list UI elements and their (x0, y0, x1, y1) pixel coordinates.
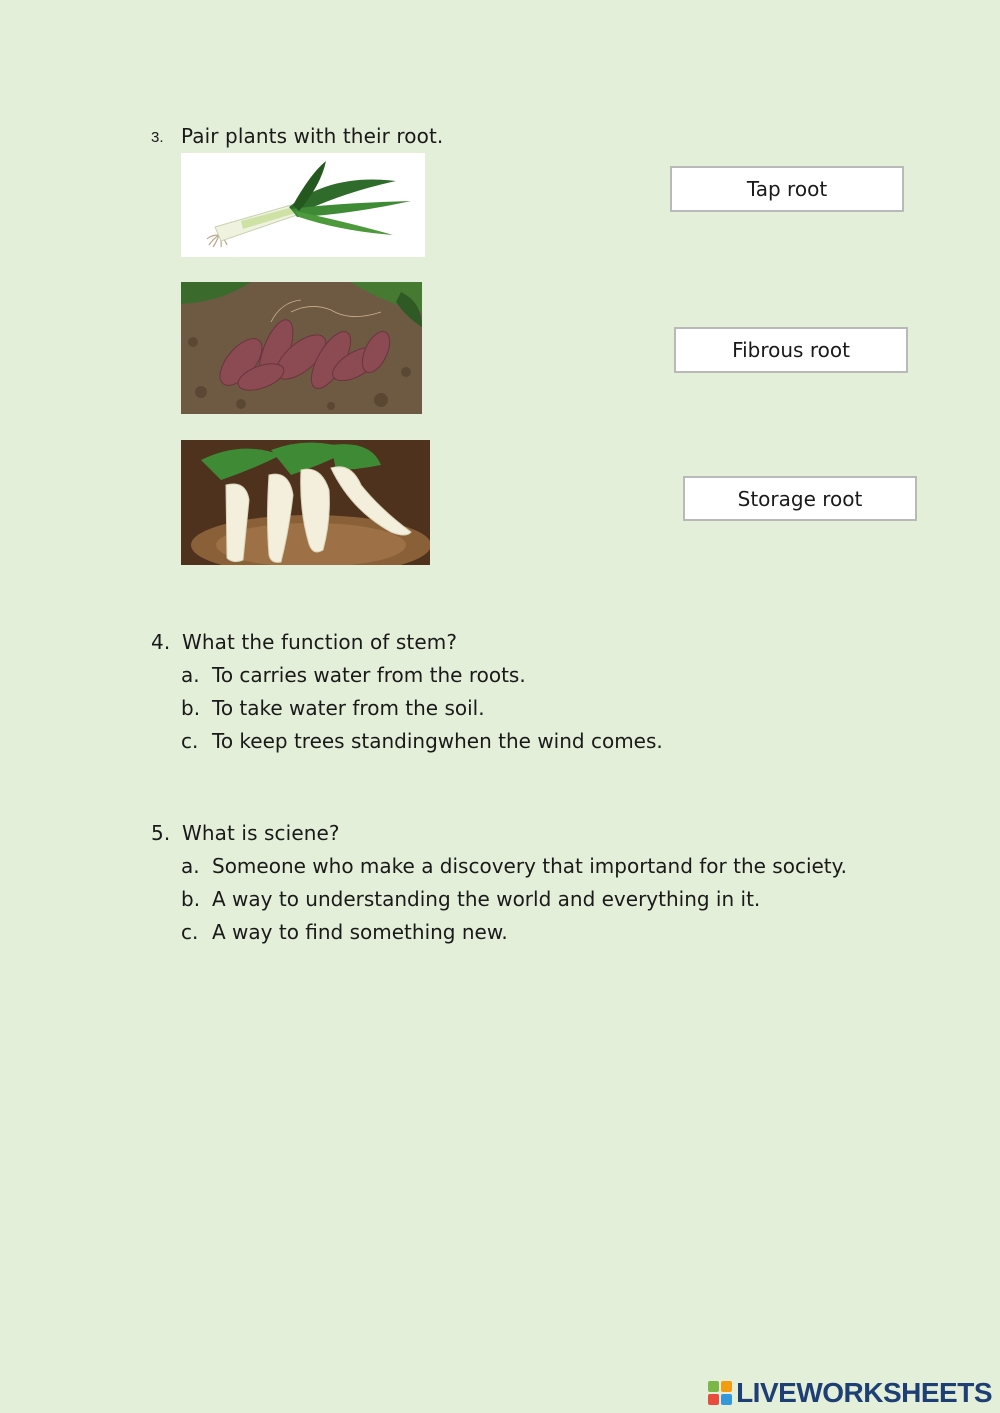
q5-option-c-text[interactable]: A way to find something new. (212, 920, 508, 944)
question-4-text: What the function of stem? (182, 630, 458, 654)
liveworksheets-logo-text: LIVEWORKSHEETS (736, 1377, 992, 1408)
question-5-number: 5. (151, 821, 171, 845)
q4-option-a-text[interactable]: To carries water from the roots. (212, 663, 526, 687)
q4-option-a-letter: a. (181, 663, 200, 687)
q5-option-b-text[interactable]: A way to understanding the world and everything in it. (212, 887, 761, 911)
leek-image[interactable] (181, 153, 425, 257)
question-3-text: Pair plants with their root. (181, 124, 444, 148)
radish-image[interactable] (181, 440, 430, 565)
q5-option-a-letter: a. (181, 854, 200, 878)
answer-box-tap-root[interactable]: Tap root (670, 166, 904, 212)
sweet-potato-image[interactable] (181, 282, 422, 414)
q4-option-c-letter: c. (181, 729, 199, 753)
answer-box-storage-root[interactable]: Storage root (683, 476, 917, 521)
sweet-potato-illustration (181, 282, 422, 414)
question-5-text: What is sciene? (182, 821, 340, 845)
question-4-number: 4. (151, 630, 171, 654)
q5-option-b-letter: b. (181, 887, 201, 911)
leek-illustration (181, 153, 425, 257)
liveworksheets-logo (708, 1377, 992, 1409)
liveworksheets-logo-icon (708, 1381, 732, 1405)
q5-option-c-letter: c. (181, 920, 199, 944)
answer-box-fibrous-root[interactable]: Fibrous root (674, 327, 908, 373)
q4-option-c-text[interactable]: To keep trees standingwhen the wind comes. (212, 729, 663, 753)
q4-option-b-letter: b. (181, 696, 201, 720)
q4-option-b-text[interactable]: To take water from the soil. (212, 696, 485, 720)
radish-illustration (181, 440, 430, 565)
q5-option-a-text[interactable]: Someone who make a discovery that importand for the society. (212, 854, 847, 878)
question-3-number: 3. (151, 129, 164, 146)
